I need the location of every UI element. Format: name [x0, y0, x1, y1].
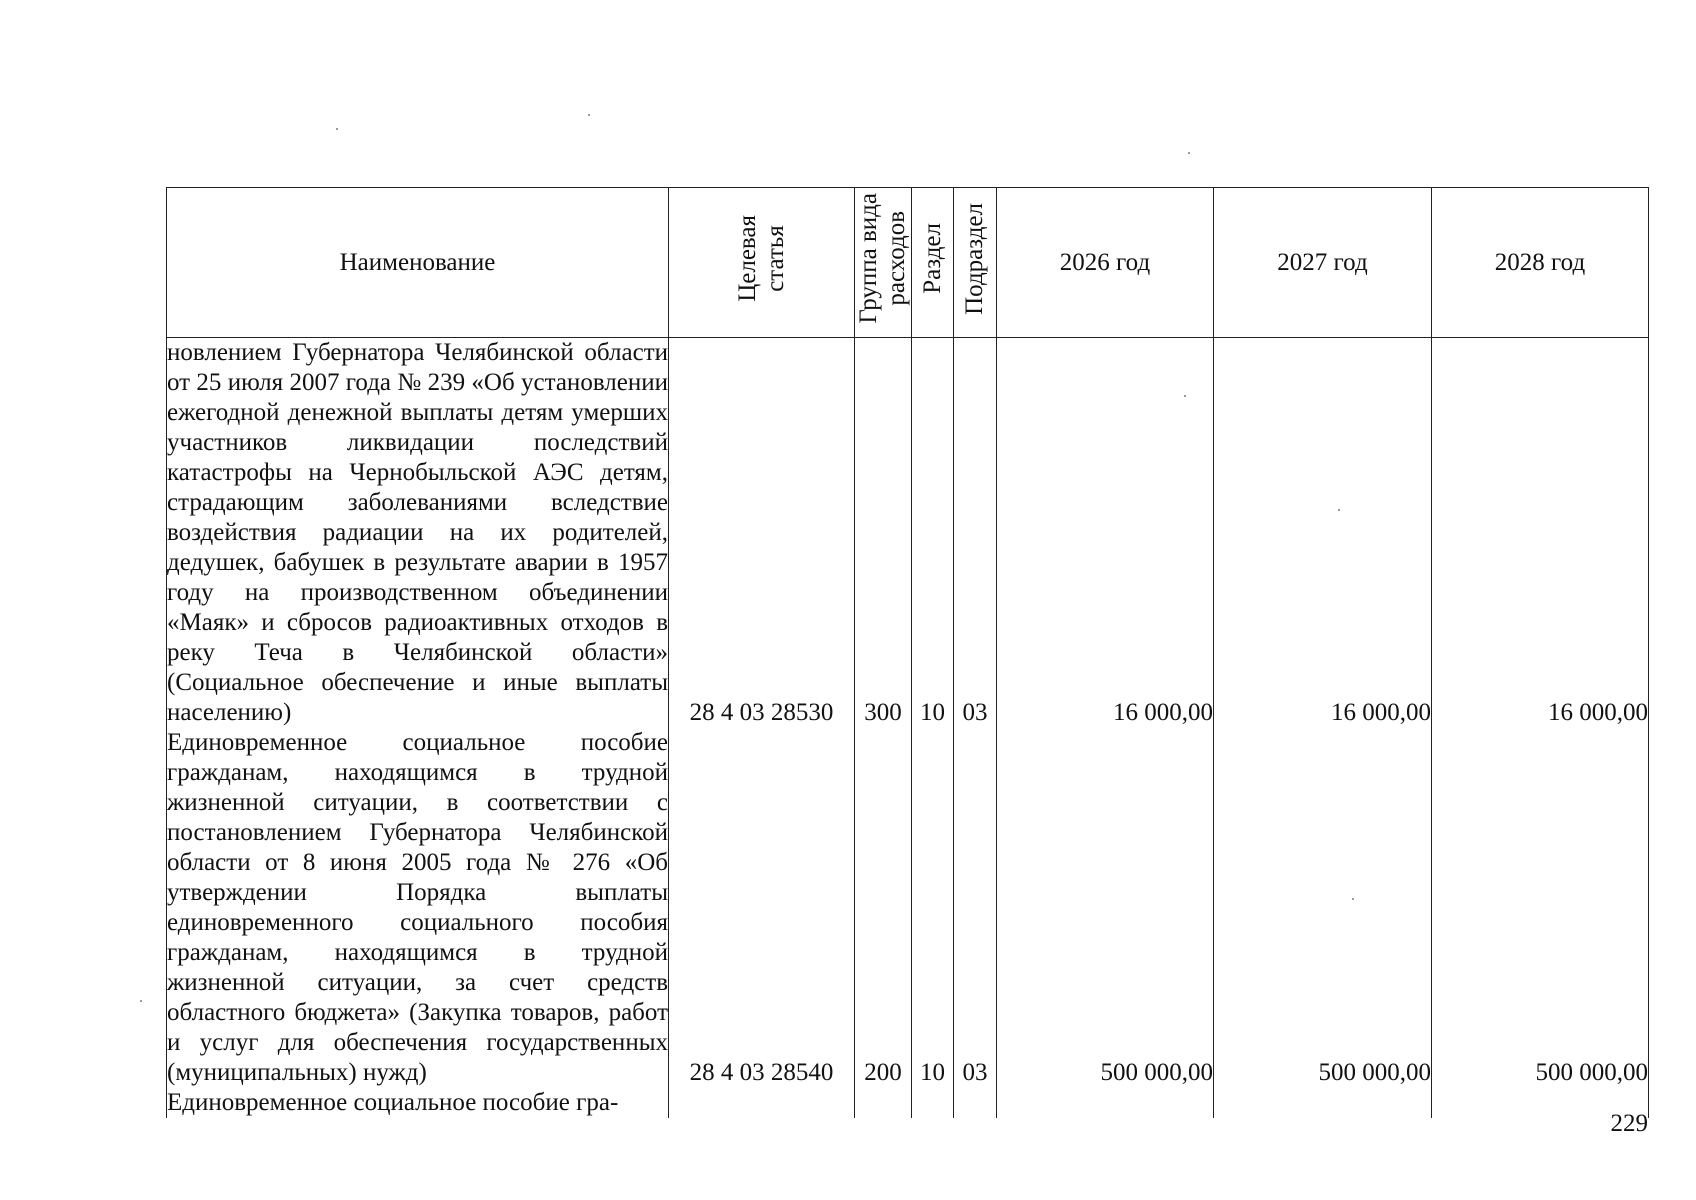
scan-speck	[140, 1000, 142, 1002]
row-value-2027: 500 000,00	[1214, 728, 1432, 1088]
row-subsection: 03	[954, 728, 997, 1088]
scan-speck	[588, 114, 590, 116]
header-name: Наименование	[167, 188, 669, 338]
row-target-article: 28 4 03 28530	[669, 338, 855, 729]
row-target-article: 28 4 03 28540	[669, 728, 855, 1088]
header-target-article: Целевая статья	[669, 188, 855, 338]
row-expense-group: 200	[855, 728, 912, 1088]
header-expense-group: Группа вида расходов	[855, 188, 912, 338]
row-section: 10	[912, 728, 954, 1088]
row-value-2028: 500 000,00	[1432, 728, 1649, 1088]
row-name: новлением Губернатора Челябинской области от 25 июля 2007 года № 239 «Об установлении ежегодной денежной выплаты детям умерших участников ликвидации последствий катастрофы на Чернобыльской АЭС детям, страдающим заболеваниями вследствие воздействия радиации на их родителей, дедушек, бабушек в результате аварии в 1957 году на производственном объединении «Маяк» и сбросов радиоактивных отходов в реку Теча в Челябинской области» (Социальное обеспечение и иные выплаты населению)	[167, 339, 668, 726]
page-number: 229	[1610, 1110, 1648, 1137]
row-subsection: 03	[954, 338, 997, 729]
table-row-continuation	[167, 1088, 1649, 1118]
row-name-continuation: Единовременное социальное пособие гра-	[167, 1088, 669, 1118]
table-header-row	[167, 188, 1649, 338]
header-section: Раздел	[912, 188, 954, 338]
table-row	[167, 728, 1649, 1088]
header-year-2026: 2026 год	[997, 188, 1214, 338]
row-value-2028: 16 000,00	[1432, 338, 1649, 729]
scan-speck	[336, 128, 338, 130]
row-name: Единовременное социальное пособие гражданам, находящимся в трудной жизненной ситуации, в соответствии с постановлением Губернатора Челябинской области от 8 июня 2005 года № 276 «Об утверждении Порядка выплаты единовременного социального пособия гражданам, находящимся в трудной жизненной ситуации, за счет средств областного бюджета» (Закупка товаров, работ и услуг для обеспечения государственных (муниципальных) нужд)	[167, 729, 668, 1086]
scan-speck	[1188, 152, 1190, 154]
row-value-2026: 16 000,00	[997, 338, 1214, 729]
header-subsection: Подраздел	[954, 188, 997, 338]
row-section: 10	[912, 338, 954, 729]
budget-table	[166, 187, 1649, 1118]
table-row	[167, 338, 1649, 729]
row-value-2026: 500 000,00	[997, 728, 1214, 1088]
header-year-2027: 2027 год	[1214, 188, 1432, 338]
row-value-2027: 16 000,00	[1214, 338, 1432, 729]
row-expense-group: 300	[855, 338, 912, 729]
header-year-2028: 2028 год	[1432, 188, 1649, 338]
